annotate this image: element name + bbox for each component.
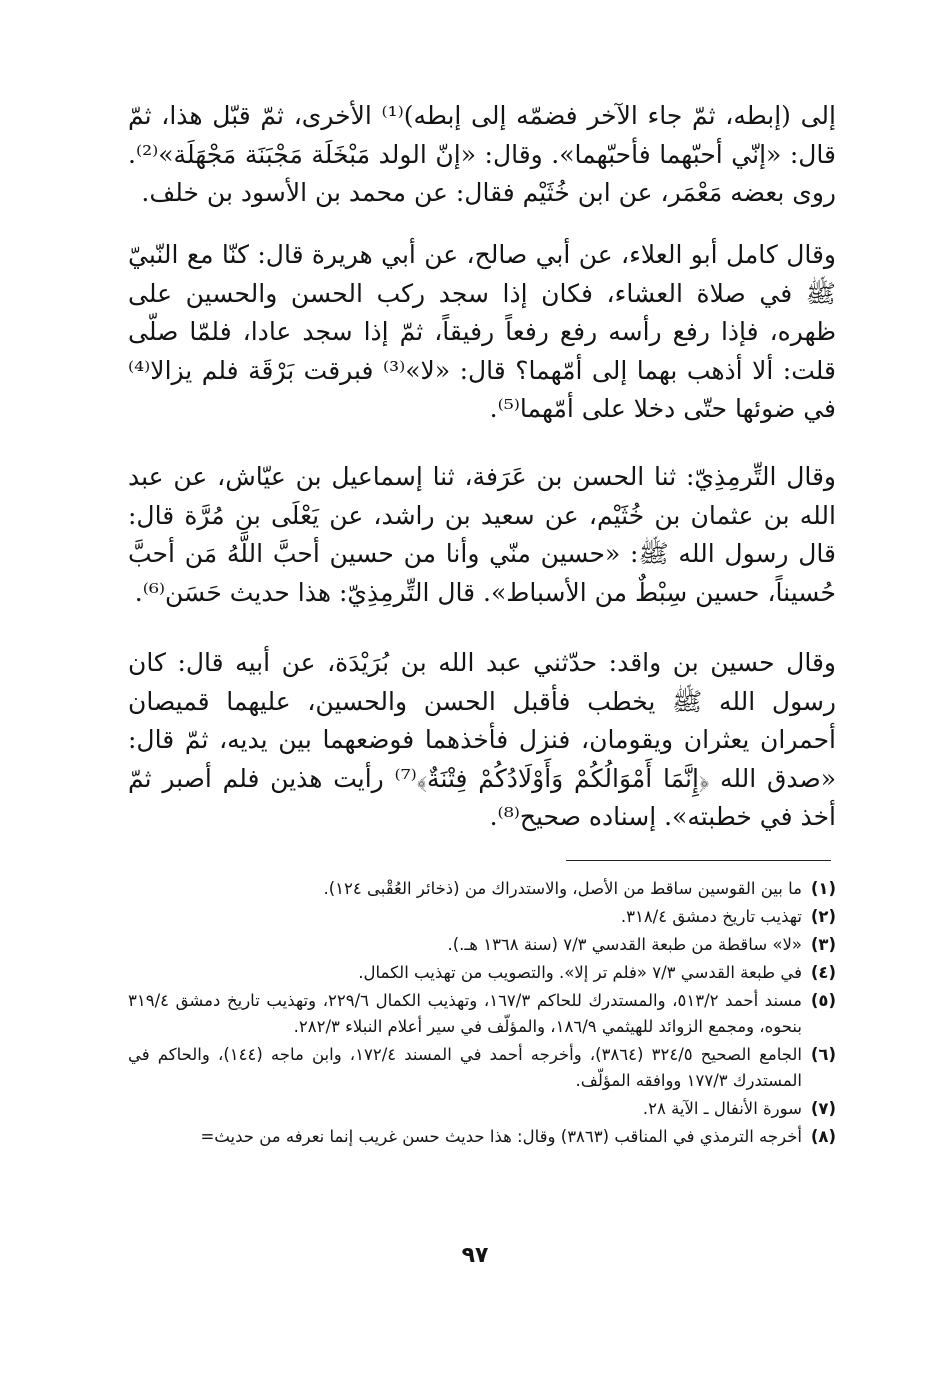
footnote-number: (٧)	[810, 1099, 836, 1118]
footnote-item	[128, 876, 836, 902]
footnote-item	[128, 960, 836, 986]
footnote-number: (٢)	[810, 907, 836, 926]
footnote-number: (١)	[810, 879, 836, 898]
footnote-item	[128, 904, 836, 930]
paragraph-4: وقال حسين بن واقد: حدّثني عبد الله بن بُرَيْدَة، عن أبيه قال: كان رسول الله ﷺ يخطب فأقبل الحسن والحسين، عليهما قميصان أحمران يعثران ويقومان، فنزل فأخذهما فوضعهما بين يديه، ثمّ قال: «صدق الله ﴿إِنَّمَا أَمْوَالُكُمْ وَأَوْلَادُكُمْ فِتْنَةٌ﴾⁽⁷⁾ رأيت هذين فلم أصبر ثمّ أخذ في خطبته». إسناده صحيح⁽⁸⁾.	[128, 648, 836, 831]
footnote-item	[128, 988, 836, 1040]
footnote-item	[128, 1124, 836, 1150]
footnote-item	[128, 932, 836, 958]
footnote-text: الجامع الصحيح ٣٢٤/٥ (٣٨٦٤)، وأخرجه أحمد في المسند ١٧٢/٤، وابن ماجه (١٤٤)، والحاكم في المستدرك ١٧٧/٣ ووافقه المؤلّف.	[128, 1045, 802, 1090]
footnote-text: مسند أحمد ٥١٣/٢، والمستدرك للحاكم ١٦٧/٣، وتهذيب الكمال ٢٢٩/٦، وتهذيب تاريخ دمشق ٣١٩/٤ بنحوه، ومجمع الزوائد للهيثمي ١٨٦/٩، والمؤلّف في سير أعلام النبلاء ٢٨٢/٣.	[128, 991, 802, 1036]
footnote-item	[128, 1096, 836, 1122]
footnote-text: «لا» ساقطة من طبعة القدسي ٧/٣ (سنة ١٣٦٨ هـ.).	[447, 935, 802, 954]
paragraph-2: وقال كامل أبو العلاء، عن أبي صالح، عن أبي هريرة قال: كنّا مع النّبيّ ﷺ في صلاة العشاء، فكان إذا سجد ركب الحسن والحسين على ظهره، فإذا رفع رأسه رفع رفعاً رفيقاً، ثمّ إذا سجد عادا، فلمّا صلّى قلت: ألا أذهب بهما إلى أمّهما؟ قال: «لا»⁽³⁾ فبرقت بَرْقَة فلم يزالا⁽⁴⁾ في ضوئها حتّى دخلا على أمّهما⁽⁵⁾.	[128, 240, 836, 423]
footnote-number: (٥)	[810, 991, 836, 1010]
footnote-text: تهذيب تاريخ دمشق ٣١٨/٤.	[620, 907, 802, 926]
footnote-number: (٨)	[810, 1127, 836, 1146]
footnote-number: (٦)	[810, 1045, 836, 1064]
page-number: ٩٧	[461, 1243, 489, 1268]
footnote-separator-rule	[566, 860, 831, 861]
footnote-number: (٣)	[810, 935, 836, 954]
paragraph-1: إلى (إبطه، ثمّ جاء الآخر فضمّه إلى إبطه)⁽¹⁾ الأخرى، ثمّ قبّل هذا، ثمّ قال: «إنّي أحبّهما فأحبّهما». وقال: «إنّ الولد مَبْخَلَة مَجْبَنَة مَجْهَلَة»⁽²⁾. روى بعضه مَعْمَر، عن ابن خُثَيْم فقال: عن محمد بن الأسود بن خلف.	[128, 101, 836, 207]
footnote-item	[128, 1042, 836, 1094]
footnote-text: أخرجه الترمذي في المناقب (٣٨٦٣) وقال: هذا حديث حسن غريب إنما نعرفه من حديث=	[200, 1127, 802, 1146]
footnote-text: في طبعة القدسي ٧/٣ «فلم تر إلا». والتصويب من تهذيب الكمال.	[358, 963, 802, 982]
footnote-text: ما بين القوسين ساقط من الأصل، والاستدراك من (ذخائر العُقْبى ١٢٤).	[323, 879, 802, 898]
footnotes-section	[128, 876, 836, 1152]
footnote-number: (٤)	[810, 963, 836, 982]
footnote-text: سورة الأنفال ـ الآية ٢٨.	[642, 1099, 802, 1118]
paragraph-3: وقال التِّرمِذِيّ: ثنا الحسن بن عَرَفة، ثنا إسماعيل بن عيّاش، عن عبد الله بن عثمان بن خُثَيْم، عن سعيد بن راشد، عن يَعْلَى بن مُرَّة قال: قال رسول الله ﷺ: «حسين منّي وأنا من حسين أحبَّ اللَّهُ مَن أحبَّ حُسيناً، حسين سِبْطٌ من الأسباط». قال التِّرمِذِيّ: هذا حديث حَسَن⁽⁶⁾.	[128, 462, 836, 607]
